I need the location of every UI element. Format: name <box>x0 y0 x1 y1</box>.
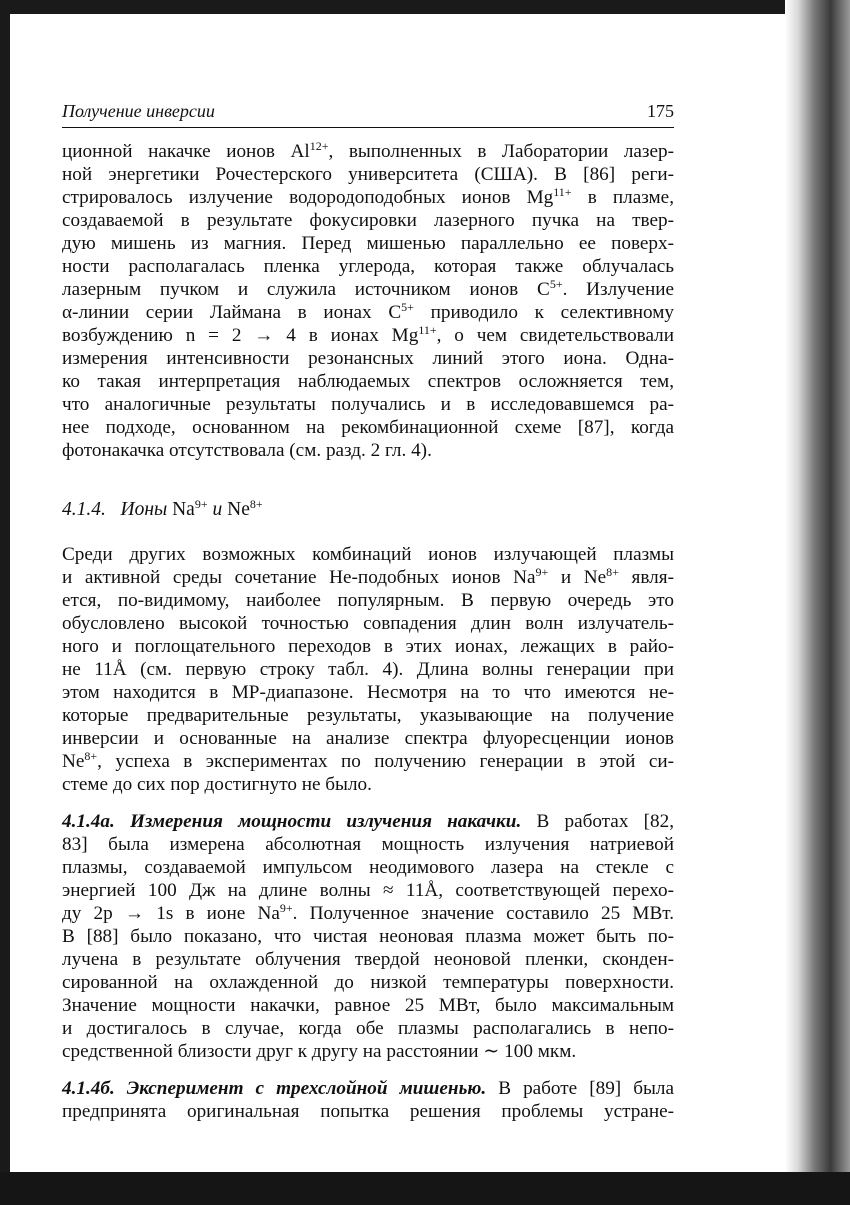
text-line: создаваемой в результате фокусировки лазерного пучка на твер- <box>62 210 674 231</box>
text-line: дую мишень из магния. Перед мишенью параллельно ее поверх- <box>62 233 674 254</box>
text-line: лазерным пучком и служила источником ионов $C^{5+}$. Излучение <box>62 277 674 300</box>
subsection-heading-4b: 4.1.4б. Эксперимент с трехслойной мишенью. <box>62 1078 487 1099</box>
text-line: которые предварительные результаты, указывающие на получение <box>62 705 674 726</box>
text-line: предпринята оригинальная попытка решения проблемы устране- <box>62 1101 674 1122</box>
section-ion-1: Na <box>172 499 195 520</box>
text-line: 4.1.4а. Измерения мощности излучения накачки. В работах [82, <box>62 811 674 832</box>
text-line: 4.1.4б. Эксперимент с трехслойной мишенью. В работе [89] была <box>62 1078 674 1099</box>
text-line: 83] была измерена абсолютная мощность излучения натриевой <box>62 834 674 855</box>
scan-border-left <box>0 0 10 1205</box>
scan-border-top <box>0 0 850 14</box>
text-line: этом находится в МР-диапазоне. Несмотря на то что имеются не- <box>62 682 674 703</box>
text-line: фотонакачка отсутствовала (см. разд. 2 гл. 4). <box>62 440 432 461</box>
scan-border-right <box>785 0 850 1205</box>
section-word-ions: Ионы <box>120 499 168 520</box>
book-page <box>62 100 674 1123</box>
text-line: Значение мощности накачки, равное 25 МВт, было максимальным <box>62 995 674 1016</box>
text-line: что аналогичные результаты получались и в исследовавшемся ра- <box>62 394 674 415</box>
text-line: ется, по-видимому, наиболее популярным. В первую очередь это <box>62 590 674 611</box>
paragraph-1 <box>62 140 674 462</box>
text-line: инверсии и основанные на анализе спектра флуоресценции ионов <box>62 728 674 749</box>
section-heading <box>62 498 674 521</box>
text-line: энергией 100 Дж на длине волны ≈ 11Å, соответствующей перехо- <box>62 880 674 901</box>
text-line: и достигалось в случае, когда обе плазмы располагались в непо- <box>62 1018 674 1039</box>
running-title: Получение инверсии <box>62 101 215 121</box>
subsection-heading-4a: 4.1.4а. Измерения мощности излучения накачки. <box>62 811 522 832</box>
section-ion-2: Ne <box>227 499 250 520</box>
text-line: ности располагалась пленка углерода, которая также облучалась <box>62 256 674 277</box>
text-line: плазмы, создаваемой импульсом неодимового лазера на стекле с <box>62 857 674 878</box>
running-head <box>62 100 674 128</box>
text-line: лучена в результате облучения твердой неоновой пленки, сконден- <box>62 949 674 970</box>
text-line: стеме до сих пор достигнуто не было. <box>62 774 372 795</box>
text-line: обусловлено высокой точностью совпадения длин волн излучатель- <box>62 613 674 634</box>
text-line: не 11Å (см. первую строку табл. 4). Длина волны генерации при <box>62 659 674 680</box>
text-line: α-линии серии Лаймана в ионах $C^{5+}$ приводило к селективному <box>62 300 674 323</box>
paragraph-4 <box>62 1077 674 1123</box>
text-line: ду 2p → 1s в ионе $Na^{9+}$. Полученное значение составило 25 МВт. <box>62 901 675 924</box>
text-line: В [88] было показано, что чистая неоновая плазма может быть по- <box>62 926 674 947</box>
section-ion-2-charge: 8+ <box>249 497 263 511</box>
text-line: ной энергетики Рочестерского университета (США). В [86] реги- <box>62 164 674 185</box>
section-ion-1-charge: 9+ <box>194 497 208 511</box>
text-line: $Ne^{8+}$, успеха в экспериментах по получению генерации в этой си- <box>62 749 674 772</box>
text-line: стрировалось излучение водородоподобных ионов $Mg^{11+}$ в плазме, <box>62 185 674 208</box>
text-line: и активной среды сочетание He-подобных ионов $Na^{9+}$ и $Ne^{8+}$ явля- <box>62 565 674 588</box>
page-number: 175 <box>647 101 674 121</box>
text-line: ко такая интерпретация наблюдаемых спектров осложняется тем, <box>62 371 674 392</box>
text-line: возбуждению n = 2 → 4 в ионах $Mg^{11+}$, о чем свидетельствовали <box>62 323 674 346</box>
text-line: сированной на охлажденной до низкой температуры поверхности. <box>62 972 674 993</box>
scan-border-bottom <box>0 1172 850 1205</box>
text-line: средственной близости друг к другу на расстоянии ∼ 100 мкм. <box>62 1041 577 1062</box>
section-number: 4.1.4. <box>62 499 106 520</box>
text-line: нее подходе, основанном на рекомбинационной схеме [87], когда <box>62 417 674 438</box>
text-line: Среди других возможных комбинаций ионов излучающей плазмы <box>62 544 674 565</box>
text-line: измерения интенсивности резонансных линий этого иона. Одна- <box>62 348 674 369</box>
text-line: ционной накачке ионов $Al^{12+}$, выполненных в Лаборатории лазер- <box>62 139 675 162</box>
paragraph-2 <box>62 543 674 796</box>
paragraph-3 <box>62 810 674 1063</box>
section-word-and: и <box>212 499 223 520</box>
text-line: ного и поглощательного переходов в этих ионах, лежащих в райо- <box>62 636 674 657</box>
